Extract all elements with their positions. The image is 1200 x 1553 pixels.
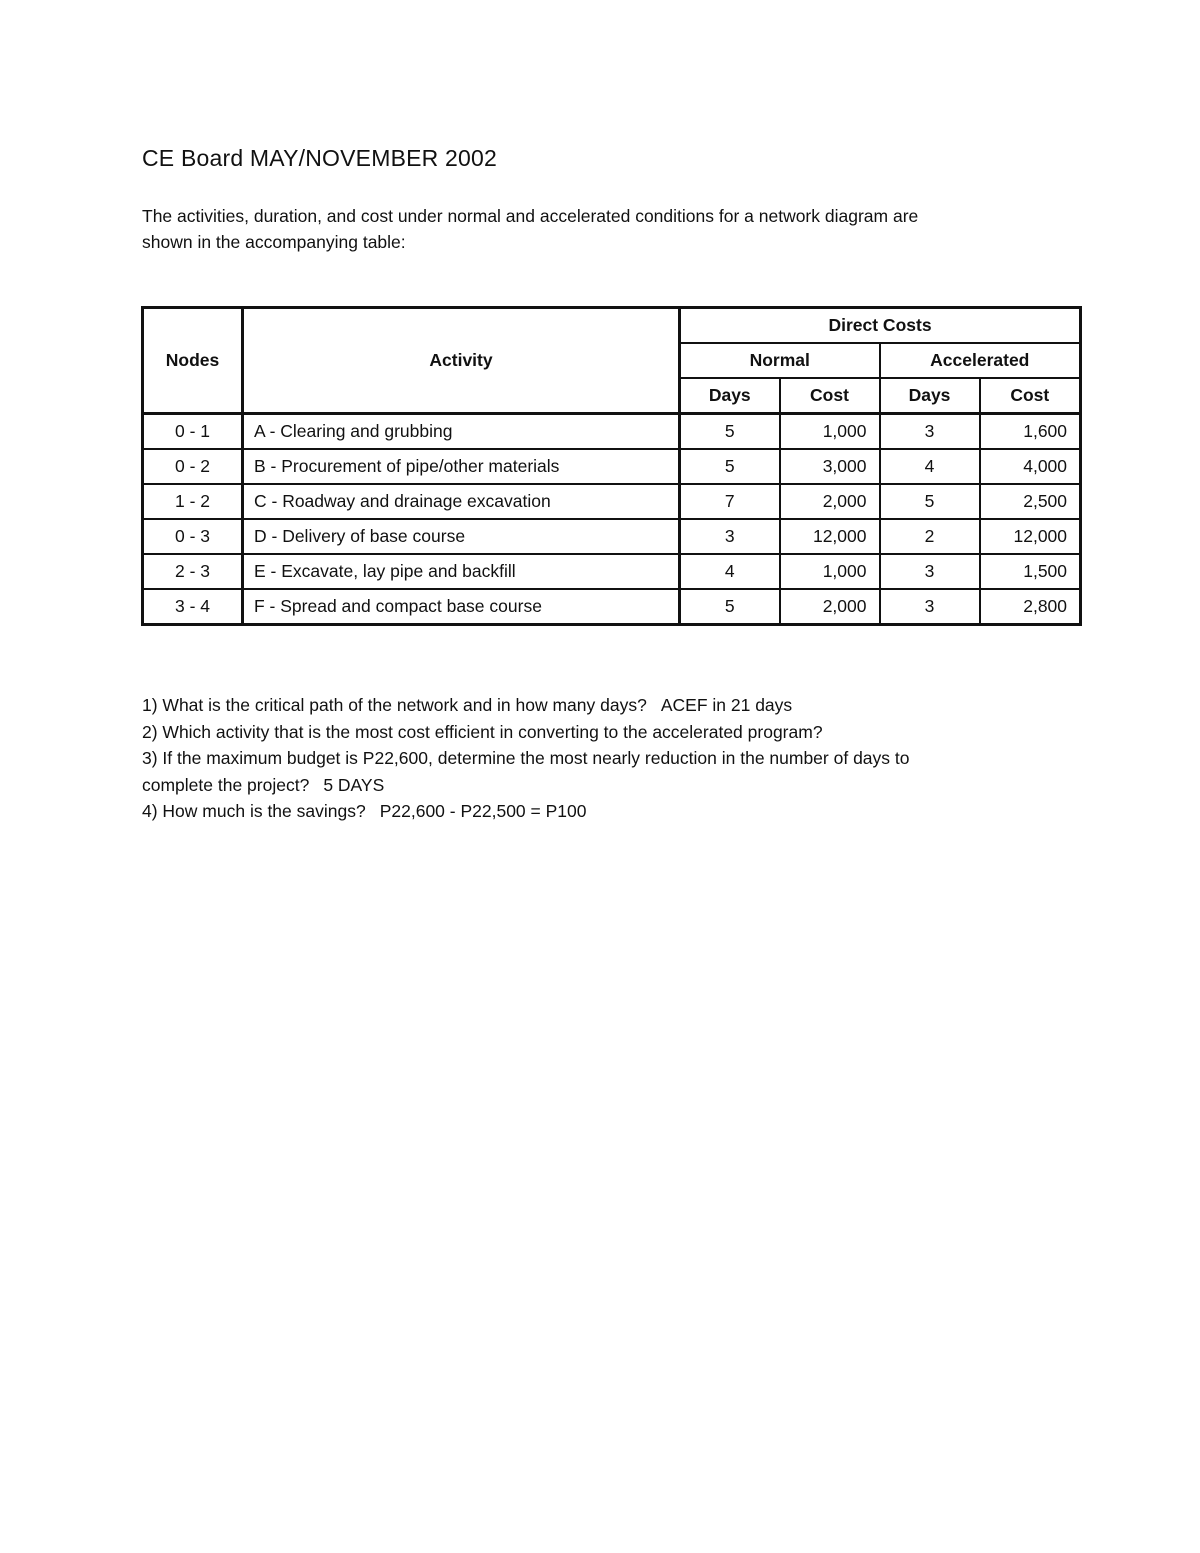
activity-cell: C - Roadway and drainage excavation <box>243 484 680 519</box>
table-header-row <box>143 308 1081 344</box>
question-line <box>142 692 1062 719</box>
accelerated-days-cell: 3 <box>880 414 980 450</box>
accelerated-days-cell: 3 <box>880 589 980 625</box>
question-text: 2) Which activity that is the most cost efficient in converting to the accelerated program? <box>142 721 823 742</box>
activity-cost-table <box>141 306 1082 626</box>
header-accelerated: Accelerated <box>880 343 1081 378</box>
table-row <box>143 589 1081 625</box>
nodes-cell: 0 - 1 <box>143 414 243 450</box>
page-title: CE Board MAY/NOVEMBER 2002 <box>142 145 498 171</box>
activity-cell: D - Delivery of base course <box>243 519 680 554</box>
normal-days-cell: 5 <box>680 589 780 625</box>
intro-line: The activities, duration, and cost under normal and accelerated conditions for a network diagram are <box>142 206 919 226</box>
header-nodes: Nodes <box>143 308 243 414</box>
accelerated-days-cell: 3 <box>880 554 980 589</box>
header-accelerated-days: Days <box>880 378 980 414</box>
table-row <box>143 484 1081 519</box>
nodes-cell: 3 - 4 <box>143 589 243 625</box>
activity-cell: F - Spread and compact base course <box>243 589 680 625</box>
accelerated-cost-cell: 2,500 <box>980 484 1081 519</box>
header-normal-days: Days <box>680 378 780 414</box>
accelerated-cost-cell: 2,800 <box>980 589 1081 625</box>
normal-days-cell: 7 <box>680 484 780 519</box>
answer-text: P22,600 - P22,500 = P100 <box>379 801 587 821</box>
accelerated-cost-cell: 4,000 <box>980 449 1081 484</box>
answer-text: 5 DAYS <box>323 774 385 795</box>
activity-cell: E - Excavate, lay pipe and backfill <box>243 554 680 589</box>
header-activity: Activity <box>243 308 680 414</box>
nodes-cell: 1 - 2 <box>143 484 243 519</box>
accelerated-days-cell: 2 <box>880 519 980 554</box>
normal-cost-cell: 1,000 <box>780 414 880 450</box>
accelerated-cost-cell: 1,500 <box>980 554 1081 589</box>
nodes-cell: 2 - 3 <box>143 554 243 589</box>
questions-list <box>142 692 1062 825</box>
question-line <box>142 772 1062 799</box>
intro-line: shown in the accompanying table: <box>142 232 406 252</box>
normal-days-cell: 4 <box>680 554 780 589</box>
nodes-cell: 0 - 3 <box>143 519 243 554</box>
normal-days-cell: 5 <box>680 414 780 450</box>
normal-cost-cell: 3,000 <box>780 449 880 484</box>
header-normal-cost: Cost <box>780 378 880 414</box>
activity-cell: B - Procurement of pipe/other materials <box>243 449 680 484</box>
question-text: 1) What is the critical path of the network and in how many days? <box>142 695 647 715</box>
answer-text: ACEF in 21 days <box>660 695 793 715</box>
normal-cost-cell: 2,000 <box>780 589 880 625</box>
question-text: 4) How much is the savings? <box>142 801 366 821</box>
normal-days-cell: 3 <box>680 519 780 554</box>
nodes-cell: 0 - 2 <box>143 449 243 484</box>
accelerated-days-cell: 5 <box>880 484 980 519</box>
accelerated-days-cell: 4 <box>880 449 980 484</box>
question-line <box>142 745 1062 772</box>
table-row <box>143 519 1081 554</box>
header-accelerated-cost: Cost <box>980 378 1081 414</box>
table-row <box>143 554 1081 589</box>
normal-days-cell: 5 <box>680 449 780 484</box>
question-line <box>142 798 1062 825</box>
question-line <box>142 719 1062 746</box>
accelerated-cost-cell: 12,000 <box>980 519 1081 554</box>
accelerated-cost-cell: 1,600 <box>980 414 1081 450</box>
table-row <box>143 414 1081 450</box>
question-text: complete the project? <box>142 774 310 795</box>
intro-paragraph <box>142 203 1062 255</box>
header-direct-costs: Direct Costs <box>680 308 1081 344</box>
question-text: 3) If the maximum budget is P22,600, determine the most nearly reduction in the number of days to <box>142 748 910 768</box>
header-normal: Normal <box>680 343 880 378</box>
activity-cell: A - Clearing and grubbing <box>243 414 680 450</box>
normal-cost-cell: 12,000 <box>780 519 880 554</box>
table-row <box>143 449 1081 484</box>
normal-cost-cell: 1,000 <box>780 554 880 589</box>
normal-cost-cell: 2,000 <box>780 484 880 519</box>
